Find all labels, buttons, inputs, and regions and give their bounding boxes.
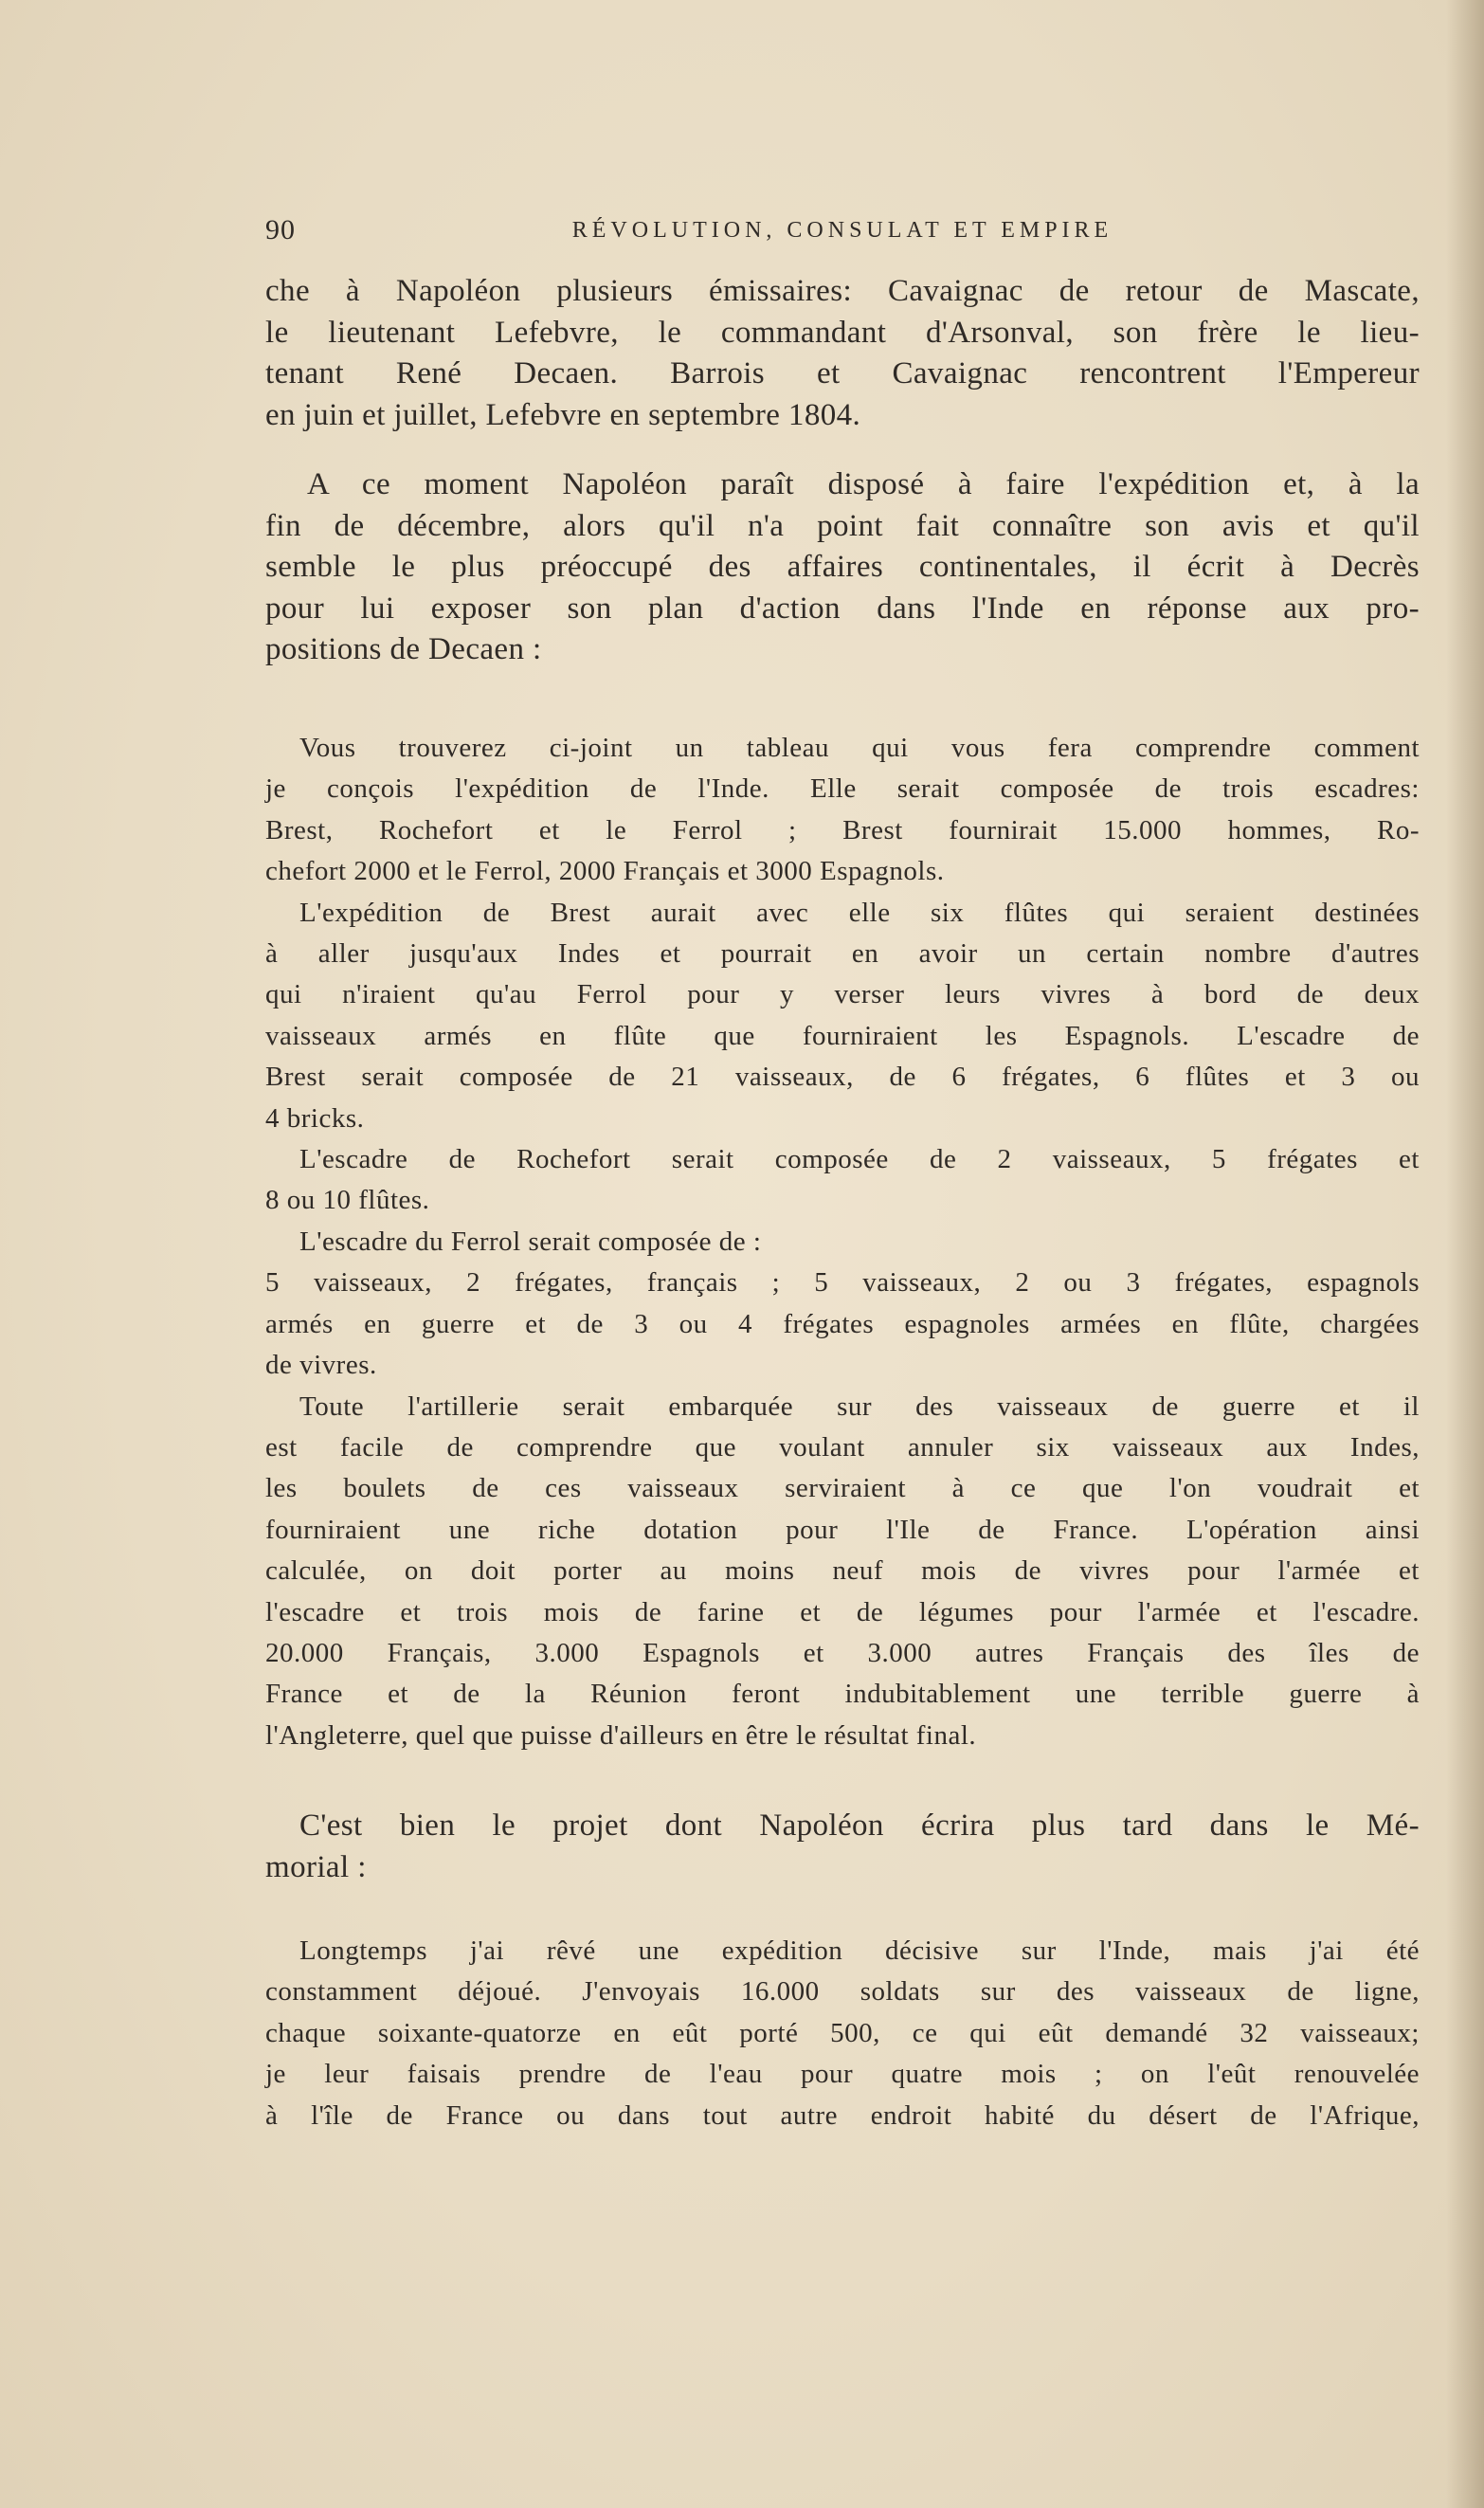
text-line: Brest serait composée de 21 vaisseaux, de 6 frégates, 6 flûtes et 3 ou bbox=[265, 1062, 1420, 1093]
text-line: armés en guerre et de 3 ou 4 frégates espagnoles armées en flûte, chargées bbox=[265, 1308, 1420, 1339]
text-line: fin de décembre, alors qu'il n'a point fait connaître son avis et qu'il bbox=[265, 508, 1420, 543]
text-line: Vous trouverez ci-joint un tableau qui vous fera comprendre comment bbox=[299, 733, 1420, 763]
text-line: L'escadre du Ferrol serait composée de : bbox=[299, 1226, 762, 1257]
text-line: qui n'iraient qu'au Ferrol pour y verser leurs vivres à bord de deux bbox=[265, 979, 1420, 1010]
page-number: 90 bbox=[265, 214, 296, 245]
text-line: 4 bricks. bbox=[265, 1102, 365, 1134]
text-line: L'escadre de Rochefort serait composée de 2 vaisseaux, 5 frégates et bbox=[299, 1144, 1420, 1175]
text-line: tenant René Decaen. Barrois et Cavaignac rencontrent l'Empereur bbox=[265, 356, 1420, 391]
page-edge-shadow bbox=[1446, 0, 1484, 2508]
text-line: France et de la Réunion feront indubitablement une terrible guerre à bbox=[265, 1679, 1420, 1710]
text-line: à aller jusqu'aux Indes et pourrait en avoir un certain nombre d'autres bbox=[265, 938, 1420, 970]
text-line: les boulets de ces vaisseaux serviraient à ce que l'on voudrait et bbox=[265, 1473, 1420, 1504]
text-line: C'est bien le projet dont Napoléon écrira plus tard dans le Mé- bbox=[299, 1808, 1420, 1843]
paragraph-2 bbox=[265, 464, 1420, 671]
text-line: 20.000 Français, 3.000 Espagnols et 3.000 autres Français des îles de bbox=[265, 1637, 1420, 1668]
text-line: Longtemps j'ai rêvé une expédition décisive sur l'Inde, mais j'ai été bbox=[299, 1936, 1420, 1966]
text-line: positions de Decaen : bbox=[265, 632, 542, 666]
text-line: Brest, Rochefort et le Ferrol ; Brest fournirait 15.000 hommes, Ro- bbox=[265, 814, 1420, 845]
text-line: Toute l'artillerie serait embarquée sur des vaisseaux de guerre et il bbox=[299, 1390, 1420, 1422]
text-line: en juin et juillet, Lefebvre en septembre 1804. bbox=[265, 397, 861, 432]
text-line: le lieutenant Lefebvre, le commandant d'Arsonval, son frère le lieu- bbox=[265, 315, 1420, 350]
text-line: L'expédition de Brest aurait avec elle six flûtes qui seraient destinées bbox=[299, 897, 1420, 928]
text-line: à l'île de France ou dans tout autre endroit habité du désert de l'Afrique, bbox=[265, 2099, 1420, 2131]
text-line: che à Napoléon plusieurs émissaires: Cavaignac de retour de Mascate, bbox=[265, 274, 1420, 308]
text-line: 8 ou 10 flûtes. bbox=[265, 1185, 430, 1216]
text-line: pour lui exposer son plan d'action dans l'Inde en réponse aux pro- bbox=[265, 591, 1420, 626]
text-line: calculée, on doit porter au moins neuf mois de vivres pour l'armée et bbox=[265, 1555, 1420, 1587]
paragraph-1 bbox=[265, 271, 1420, 436]
paragraph-3 bbox=[265, 1806, 1420, 1888]
quoted-letter bbox=[265, 728, 1420, 1756]
text-line: l'Angleterre, quel que puisse d'ailleurs en être le résultat final. bbox=[265, 1719, 977, 1751]
text-line: de vivres. bbox=[265, 1350, 377, 1381]
text-line: constamment déjoué. J'envoyais 16.000 soldats sur des vaisseaux de ligne, bbox=[265, 1976, 1420, 2008]
page-header bbox=[265, 214, 1420, 252]
text-line: 5 vaisseaux, 2 frégates, français ; 5 vaisseaux, 2 ou 3 frégates, espagnols bbox=[265, 1267, 1420, 1299]
running-title: RÉVOLUTION, CONSULAT ET EMPIRE bbox=[571, 218, 1113, 243]
text-line: morial : bbox=[265, 1849, 367, 1884]
text-line: l'escadre et trois mois de farine et de légumes pour l'armée et l'escadre. bbox=[265, 1596, 1420, 1627]
text-line: chaque soixante-quatorze en eût porté 500, ce qui eût demandé 32 vaisseaux; bbox=[265, 2017, 1420, 2048]
text-line: fourniraient une riche dotation pour l'Ile de France. L'opération ainsi bbox=[265, 1514, 1420, 1545]
memorial-quote bbox=[265, 1931, 1420, 2136]
text-line: vaisseaux armés en flûte que fourniraient les Espagnols. L'escadre de bbox=[265, 1020, 1420, 1051]
text-line: semble le plus préoccupé des affaires continentales, il écrit à Decrès bbox=[265, 550, 1420, 584]
text-line: est facile de comprendre que voulant annuler six vaisseaux aux Indes, bbox=[265, 1431, 1420, 1463]
text-line: A ce moment Napoléon paraît disposé à faire l'expédition et, à la bbox=[307, 467, 1420, 501]
text-line: je leur faisais prendre de l'eau pour quatre mois ; on l'eût renouvelée bbox=[265, 2059, 1420, 2090]
text-line: chefort 2000 et le Ferrol, 2000 Français et 3000 Espagnols. bbox=[265, 856, 945, 887]
text-line: je conçois l'expédition de l'Inde. Elle serait composée de trois escadres: bbox=[265, 773, 1420, 805]
